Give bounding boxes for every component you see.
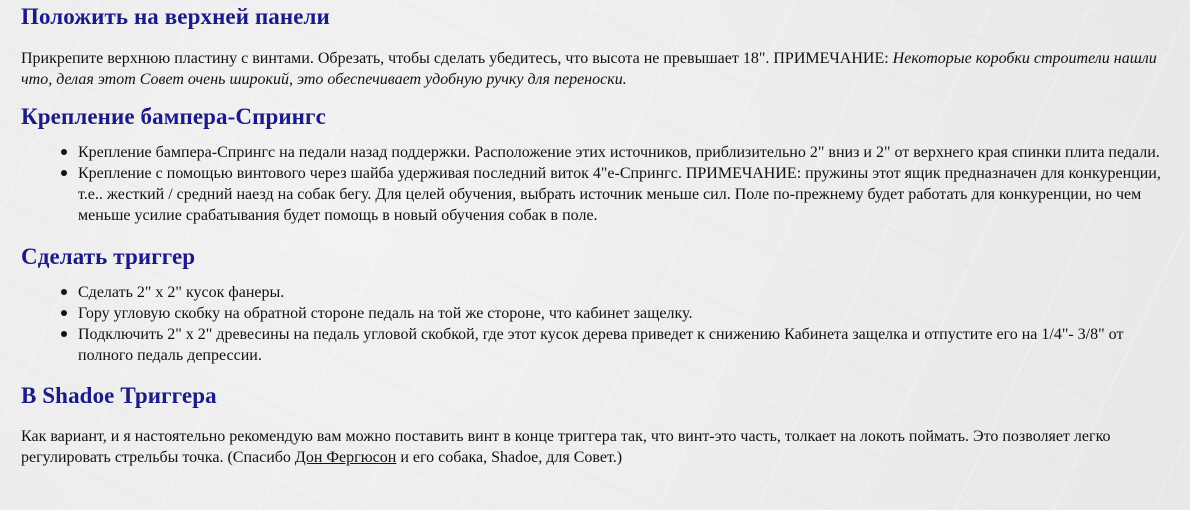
list-item: Крепление бампера-Спрингс на педали назад поддержки. Расположение этих источников, приблизительно 2" вниз и 2" от верхнего края спинки плита педали.: [60, 142, 1180, 163]
top-panel-note: Некоторые коробки строители нашли что, делая этот Совет очень широкий, это обеспечивает удобную ручку для переноски.: [21, 50, 1157, 88]
section-make-trigger: [21, 244, 1180, 366]
shadoe-text-before: Как вариант, и я настоятельно рекомендую вам можно поставить винт в конце триггера так, что винт-это часть, толкает на локоть поймать. Это позволяет легко регулировать стрельбы точка. (Спасибо: [21, 428, 1111, 466]
heading-make-trigger: Сделать триггер: [21, 244, 196, 269]
list-item: Подключить 2" х 2" древесины на педаль угловой скобкой, где этот кусок дерева приведет к снижению Кабинета защелка и отпустите его на 1/4"- 3/8" от полного педаль депрессии.: [60, 324, 1180, 366]
section-bumper-springs: [21, 104, 1180, 226]
section-top-panel: [21, 0, 1180, 90]
top-panel-text: Прикрепите верхнюю пластину с винтами. Обрезать, чтобы сделать убедитесь, что высота не превышает 18". ПРИМЕЧАНИЕ:: [21, 50, 893, 67]
list-item: Сделать 2" х 2" кусок фанеры.: [60, 282, 1180, 303]
don-ferguson-link[interactable]: Дон Фергюсон: [294, 449, 397, 466]
list-item: Гору угловую скобку на обратной стороне педаль на той же стороне, что кабинет защелку.: [60, 303, 1180, 324]
list-item: Крепление с помощью винтового через шайба удерживая последний виток 4"е-Спрингс. ПРИМЕЧАНИЕ: пружины этот ящик предназначен для конкуренции, т.е.. жесткий / средний наезд на собак бегу. Для целей обучения, выбрать источник меньше сил. Поле по-прежнему будет работать для конкуренции, но чем меньше усилие срабатывания будет помощь в новый обучения собак в поле.: [60, 163, 1180, 226]
heading-top-panel: Положить на верхней панели: [21, 4, 330, 29]
make-trigger-list: [21, 282, 1180, 366]
shadoe-text-after: и его собака, Shadoe, для Совет.): [396, 449, 623, 466]
top-panel-paragraph: [21, 48, 1180, 90]
heading-shadoe-trigger: В Shadoe Триггера: [21, 383, 217, 408]
section-shadoe-trigger: [21, 383, 1180, 468]
bumper-springs-list: [21, 142, 1180, 226]
shadoe-paragraph: [21, 426, 1180, 468]
heading-bumper-springs: Крепление бампера-Спрингс: [21, 104, 326, 129]
